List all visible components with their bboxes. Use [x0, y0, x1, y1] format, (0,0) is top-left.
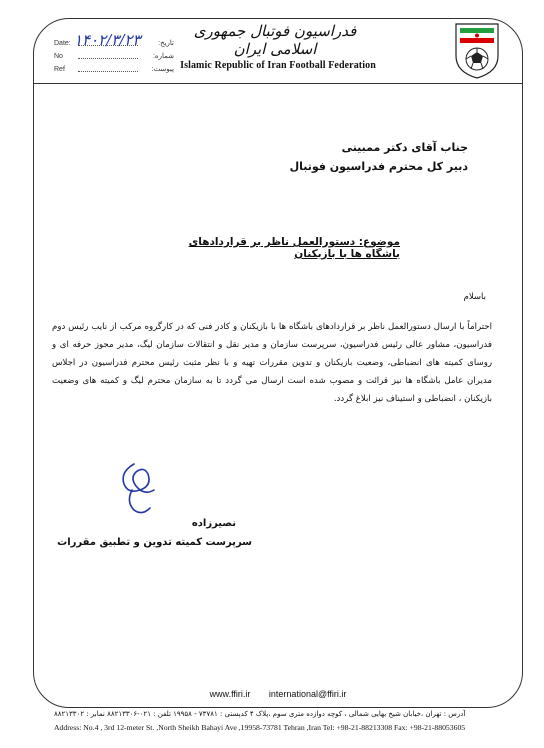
letter-body: احتراماً با ارسال دستورالعمل ناظر بر قراردادهای باشگاه ها با بازیکنان و کادر فنی که در کارگروه مرکب از نایب رئیس دوم فدراسیون، مشاور عالی رئیس فدراسیون، سرپرست سازمان و مدیر نقل و انتقالات سازمان لیگ، مدیر مجوز حرفه ای و روسای کمیته های انضباطی، وضعیت بازیکنان و تدوین مقررات تهیه و با نظر مثبت رئیس محترم فدراسیون در اجلاس مدیران عامل باشگاه ها نیز قرائت و مصوب شده است ارسال می گردد تا به سازمان محترم لیگ و کمیته های وضعیت بازیکنان ، انضباطی و استیناف نیز ابلاغ گردد. [52, 322, 492, 404]
reference-dotted-line [78, 71, 138, 72]
email-link[interactable]: international@ffiri.ir [268, 689, 347, 699]
number-row [54, 51, 174, 64]
federation-title-en: Islamic Republic of Iran Football Federation [180, 60, 376, 71]
reference-label-en: Ref [54, 66, 65, 73]
header-divider [33, 83, 523, 84]
letter-subject: موضوع: دستورالعمل ناظر بر قراردادهای باشگاه ها با بازیکنان [188, 236, 400, 260]
handwritten-date: ۱۴۰۲/۳/۲۳ [74, 31, 141, 49]
footer-contact [188, 689, 368, 701]
federation-logo-icon [454, 22, 500, 80]
date-label-fa: تاریخ: [158, 40, 174, 47]
handwritten-signature-icon [114, 460, 164, 520]
federation-title-fa: فدراسیون فوتبال جمهوری اسلامی ایران [193, 22, 357, 58]
number-dotted-line [78, 58, 138, 59]
reference-row [54, 64, 174, 77]
greeting: باسلام [463, 292, 486, 302]
recipient-name: جناب آقای دکتر ممبینی [341, 141, 468, 154]
signatory-name: نصیرزاده [191, 518, 236, 529]
recipient-block [290, 138, 468, 176]
number-label-en: No [54, 53, 63, 60]
footer-address-en: Address: No.4 , 3rd 12-meter St. ,North Sheikh Bahayi Ave ,19958-73781 Tehran ,Iran Tel: +98-21-88213308 Fax: +98-21-88053605 [54, 723, 466, 732]
website-link[interactable]: www.ffiri.ir [209, 689, 251, 699]
recipient-position: دبیر کل محترم فدراسیون فوتبال [289, 160, 468, 173]
number-label-fa: شماره: [152, 53, 174, 60]
reference-label-fa: پیوست: [151, 66, 174, 73]
footer-address-fa: آدرس : تهران ،خیابان شیخ بهایی شمالی ، کوچه دوازده متری سوم ،پلاک ۴ کدپستی : ۷۳۷۸۱ - ۱۹۹۵۸ تلفن : ۰۲۱-۸۸۲۱۳۳۰۶ نمابر : ۸۸۲۱۳۳۰۲ [54, 710, 466, 718]
date-label-en: Date: [54, 40, 71, 47]
signatory-title: سرپرست کمیته تدوین و تطبیق مقررات [57, 537, 252, 548]
